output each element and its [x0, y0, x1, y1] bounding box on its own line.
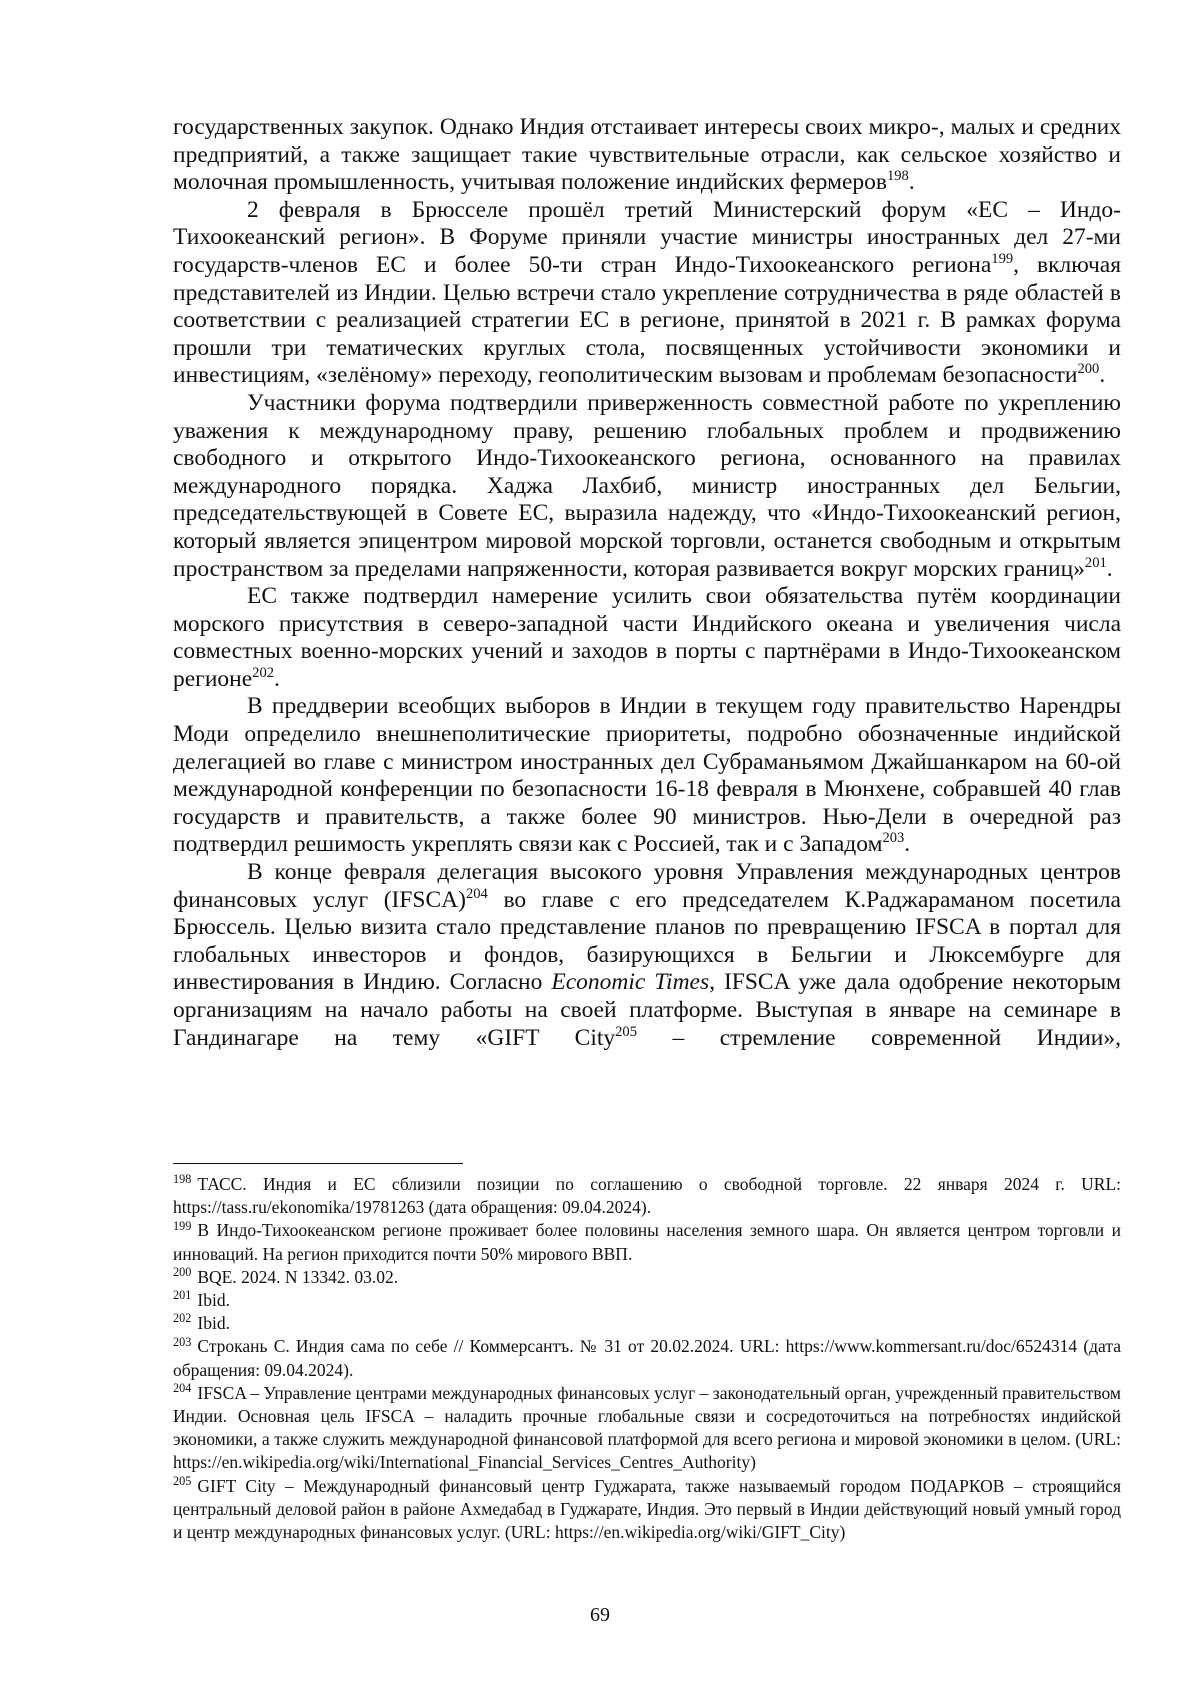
paragraph: В конце февраля делегация высокого уровня Управления международных центров финансовых услуг (IFSCA)$^{204}$ во главе с его председателем К.Раджараманом посетила Брюссель. Целью визита стало представление планов по превращению IFSCA в портал для глобальных инвесторов и фондов, базирующихся в Бельгии и Люксембурге для инвестирования в Индию. Согласно Economic Times, IFSCA уже дала одобрение некоторым организациям на начало работы на своей платформе. Выступая в январе на семинаре в Гандинагаре на тему «GIFT City$^{205}$ – стремление современной Индии»,: [173, 859, 1122, 1051]
footnote-item: $^{201}$ Ibid.: [173, 1288, 230, 1311]
footnote-number: 202: [173, 1311, 192, 1326]
footnote-item: $^{204}$ IFSCA – Управление центрами международных финансовых услуг – законодательный орган, учрежденный правительством Индии. Основная цель IFSCA – наладить прочные глобальные связи и сосредоточиться на потребностях индийской экономики, а также служить международной финансовой платформой для всего региона и мировой экономики в целом. (URL: https://en.wikipedia.org/wiki/International_Financial_Services_Centres_Authority): [173, 1381, 1121, 1473]
footnote-ref[interactable]: 205: [615, 1023, 637, 1040]
paragraph: государственных закупок. Однако Индия отстаивает интересы своих микро-, малых и средних предприятий, а также защищает такие чувствительные отрасли, как сельское хозяйство и молочная промышленность, учитывая положение индийских фермеров$^{198}$.: [173, 114, 1121, 196]
paragraph: 2 февраля в Брюсселе прошёл третий Министерский форум «ЕС – Индо-Тихоокеанский регион». В Форуме приняли участие министры иностранных дел 27-ми государств-членов ЕС и более 50-ти стран Индо-Тихоокеанского региона$^{199}$, включая представителей из Индии. Целью встречи стало укрепление сотрудничества в ряде областей в соответствии с реализацией стратегии ЕС в регионе, принятой в 2021 г. В рамках форума прошли три тематических круглых стола, посвященных устойчивости экономики и инвестициям, «зелёному» переходу, геополитическим вызовам и проблемам безопасности$^{200}$.: [173, 196, 1121, 389]
footnote-number: 200: [173, 1264, 192, 1279]
main-text: [173, 114, 1121, 1052]
footnotes: [173, 1173, 1121, 1544]
footnote-item: $^{202}$ Ibid.: [173, 1311, 230, 1334]
paragraph: ЕС также подтвердил намерение усилить свои обязательства путём координации морского присутствия в северо-западной части Индийского океана и увеличения числа совместных военно-морских учений и заходов в порты с партнёрами в Индо-Тихоокеанском регионе$^{202}$.: [173, 583, 1121, 692]
footnote-number: 199: [173, 1218, 192, 1233]
footnote-item: $^{205}$ GIFT City – Международный финансовый центр Гуджарата, также называемый городом ПОДАРКОВ – строящийся центральный деловой район в районе Ахмедабад в Гуджарате, Индия. Это первый в Индии действующий новый умный город и центр международных финансовых услуг. (URL: https://en.wikipedia.org/wiki/GIFT_City): [173, 1473, 1121, 1543]
footnote-ref[interactable]: 200: [1077, 361, 1100, 378]
footnote-number: 203: [173, 1334, 192, 1349]
footnote-item: $^{203}$ Строкань С. Индия сама по себе // Коммерсантъ. № 31 от 20.02.2024. URL: https://www.kommersant.ru/doc/6524314 (дата обращения: 09.04.2024).: [173, 1334, 1121, 1380]
footnote-ref[interactable]: 202: [252, 665, 274, 682]
paragraph: Участники форума подтвердили приверженность совместной работе по укреплению уважения к международному праву, решению глобальных проблем и продвижению свободного и открытого Индо-Тихоокеанского региона, основанного на правилах международного порядка. Хаджа Лахбиб, министр иностранных дел Бельгии, председательствующей в Совете ЕС, выразила надежду, что «Индо-Тихоокеанский регион, который является эпицентром мировой морской торговли, останется свободным и открытым пространством за пределами напряженности, которая развивается вокруг морских границ»$^{201}$.: [173, 389, 1121, 582]
footnote-number: 205: [173, 1473, 192, 1488]
footnote-separator: [173, 1163, 463, 1164]
footnote-ref[interactable]: 199: [991, 251, 1014, 268]
footnote-ref[interactable]: 203: [882, 830, 905, 847]
footnote-number: 198: [173, 1172, 192, 1187]
footnote-item: $^{198}$ ТАСС. Индия и ЕС сблизили позиции по соглашению о свободной торговле. 22 января 2024 г. URL: https://tass.ru/ekonomika/19781263 (дата обращения: 09.04.2024).: [173, 1172, 1121, 1218]
publication-title: Economic Times: [551, 969, 710, 996]
footnote-number: 201: [173, 1288, 192, 1303]
footnote-item: $^{200}$ BQE. 2024. N 13342. 03.02.: [173, 1264, 399, 1287]
footnote-ref[interactable]: 204: [465, 885, 488, 902]
footnote-number: 204: [173, 1381, 192, 1395]
footnote-ref[interactable]: 198: [886, 168, 909, 185]
page-number: 69: [590, 1604, 610, 1626]
footnote-ref[interactable]: 201: [1084, 554, 1107, 571]
footnote-item: $^{199}$ В Индо-Тихоокеанском регионе проживает более половины населения земного шара. Он является центром торговли и инноваций. На регион приходится почти 50% мирового ВВП.: [173, 1218, 1121, 1264]
paragraph: В преддверии всеобщих выборов в Индии в текущем году правительство Нарендры Моди определило внешнеполитические приоритеты, подробно обозначенные индийской делегацией во главе с министром иностранных дел Субраманьямом Джайшанкаром на 60-ой международной конференции по безопасности 16-18 февраля в Мюнхене, собравшей 40 глав государств и правительств, а также более 90 министров. Нью-Дели в очередной раз подтвердил решимость укреплять связи как с Россией, так и с Западом$^{203}$.: [173, 693, 1121, 858]
